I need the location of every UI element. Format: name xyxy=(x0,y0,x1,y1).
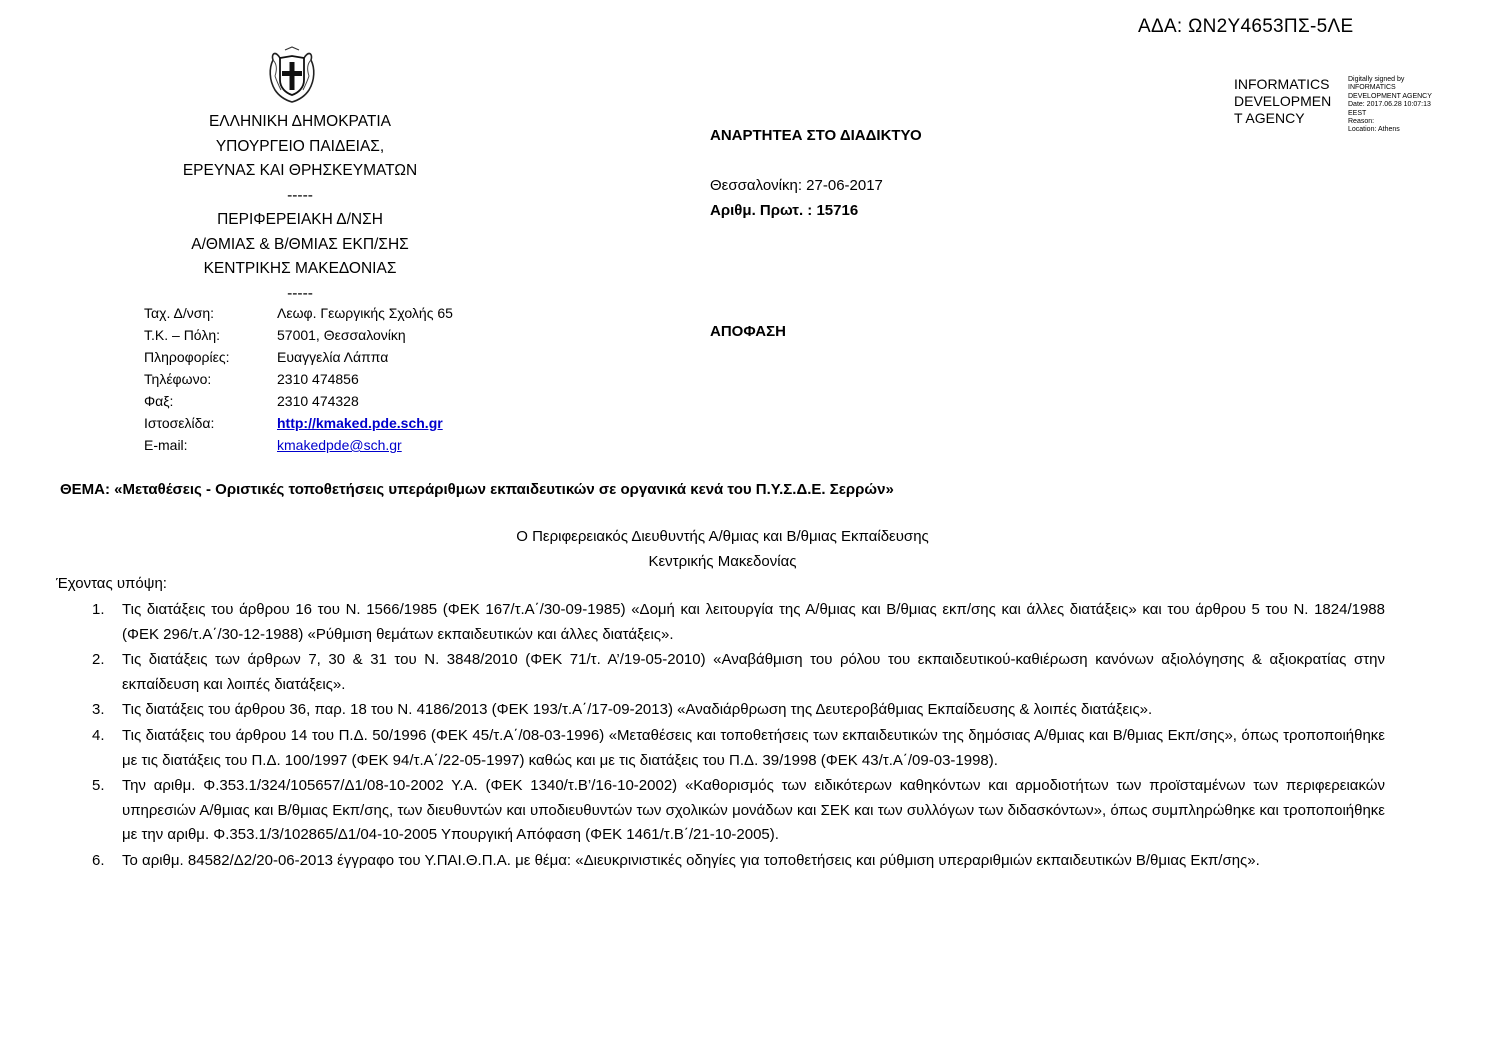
ministry-separator: ----- xyxy=(287,284,313,302)
list-item xyxy=(92,774,1385,848)
contact-value: Λεωφ. Γεωργικής Σχολής 65 xyxy=(277,305,453,321)
list-item-number: 3. xyxy=(92,701,105,719)
director-title: Ο Περιφερειακός Διευθυντής Α/θμιας και Β/θμιας Εκπαίδευσης xyxy=(516,528,929,545)
list-item xyxy=(92,724,1385,773)
signature-detail-line: Reason: xyxy=(1348,118,1375,126)
list-item-text: Τις διατάξεις των άρθρων 7, 30 & 31 του Ν. 3848/2010 (ΦΕΚ 71/τ. Α’/19-05-2010) «Αναβάθμιση του ρόλου του εκπαιδευτικού-καθιέρωση κανόνων αξιολόγησης & αξιοκρατίας στην εκπαίδευση και λοιπές διατάξεις». xyxy=(122,651,1385,693)
signature-name-line: DEVELOPMEN xyxy=(1234,93,1332,109)
contact-label: Τηλέφωνο: xyxy=(144,371,212,387)
signature-detail-line: Date: 2017.06.28 10:07:13 xyxy=(1348,101,1431,109)
signature-detail-line: Digitally signed by xyxy=(1348,76,1405,83)
list-item-text: Το αριθμ. 84582/Δ2/20-06-2013 έγγραφο του Υ.ΠΑΙ.Θ.Π.Α. με θέμα: «Διευκρινιστικές οδηγίες για τοποθετήσεις και ρύθμιση υπεραριθμιών εκπαιδευτικών Β/θμιας Εκπ/σης». xyxy=(122,851,1260,869)
contact-value: 2310 474856 xyxy=(277,371,359,387)
list-item-text: Την αριθμ. Φ.353.1/324/105657/Δ1/08-10-2002 Υ.Α. (ΦΕΚ 1340/τ.Β’/16-10-2002) «Καθορισμός των ειδικότερων καθηκόντων και αρμοδιοτήτων των προϊσταμένων των περιφερειακών υπηρεσιών Α/θμιας και Β/θμιας Εκπ/σης, των διευθυντών και υποδιευθυντών των σχολικών μονάδων και ΣΕΚ και των συλλόγων των διδασκόντων», όπως συμπληρώθηκε και τροποποιήθηκε με την αριθμ. Φ.353.1/3/102865/Δ1/04-10-2005 Υπουργική Απόφαση (ΦΕΚ 1461/τ.Β΄/21-10-2005). xyxy=(122,777,1385,844)
contact-label: Τ.Κ. – Πόλη: xyxy=(144,327,221,343)
list-item-text: Τις διατάξεις του άρθρου 36, παρ. 18 του Ν. 4186/2013 (ΦΕΚ 193/τ.Α΄/17-09-2013) «Αναδιάρθρωση της Δευτεροβάθμιας Εκπαίδευσης & λοιπές διατάξεις». xyxy=(122,701,1153,719)
ministry-line: ΥΠΟΥΡΓΕΙΟ ΠΑΙΔΕΙΑΣ, xyxy=(215,137,385,155)
contact-value: Ευαγγελία Λάππα xyxy=(277,349,389,365)
contact-value: 2310 474328 xyxy=(277,393,359,409)
ministry-line: Α/ΘΜΙΑΣ & Β/ΘΜΙΑΣ ΕΚΠ/ΣΗΣ xyxy=(191,235,409,253)
decision-heading: ΑΠΟΦΑΣΗ xyxy=(710,323,786,340)
contact-row-info xyxy=(144,346,564,368)
ministry-separator: ----- xyxy=(287,186,313,204)
greek-coat-of-arms-icon xyxy=(265,46,319,104)
contact-label: E-mail: xyxy=(144,437,188,453)
list-item-number: 4. xyxy=(92,726,105,744)
signature-name-line: T AGENCY xyxy=(1234,110,1305,126)
signature-details xyxy=(1348,76,1432,135)
contact-row-email xyxy=(144,434,564,456)
contact-label: Ταχ. Δ/νση: xyxy=(144,305,215,321)
signature-detail-line: DEVELOPMENT AGENCY xyxy=(1348,92,1432,100)
contact-value: 57001, Θεσσαλονίκη xyxy=(277,327,406,343)
ministry-line: ΕΛΛΗΝΙΚΗ ΔΗΜΟΚΡΑΤΙΑ xyxy=(208,113,392,130)
signature-detail-line: Location: Athens xyxy=(1348,126,1400,134)
list-item-number: 5. xyxy=(92,777,105,795)
ada-code: ΑΔΑ: ΩΝ2Υ4653ΠΣ-5ΛΕ xyxy=(1138,16,1354,37)
list-item xyxy=(92,849,1385,874)
ministry-line: ΠΕΡΙΦΕΡΕΙΑΚΗ Δ/ΝΣΗ xyxy=(217,211,383,228)
contact-row-postcode xyxy=(144,324,564,346)
contact-label: Φαξ: xyxy=(144,393,174,409)
protocol-number: Αριθμ. Πρωτ. : 15716 xyxy=(710,202,859,219)
post-online-notice: ΑΝΑΡΤΗΤΕΑ ΣΤΟ ΔΙΑΔΙΚΤΥΟ xyxy=(710,127,922,144)
list-item-number: 6. xyxy=(92,851,105,869)
ministry-header xyxy=(140,110,460,306)
contact-row-website xyxy=(144,412,564,434)
contact-row-address xyxy=(144,302,564,324)
ministry-line: ΕΡΕΥΝΑΣ ΚΑΙ ΘΡΗΣΚΕΥΜΑΤΩΝ xyxy=(182,162,418,179)
signature-name xyxy=(1234,76,1344,127)
considering-heading: Έχοντας υπόψη: xyxy=(56,575,167,592)
subject-line: ΘΕΜΑ: «Μεταθέσεις - Οριστικές τοποθετήσεις υπεράριθμων εκπαιδευτικών σε οργανικά κενά του Π.Υ.Σ.Δ.Ε. Σερρών» xyxy=(60,481,894,498)
director-region: Κεντρικής Μακεδονίας xyxy=(648,553,797,570)
list-item-text: Τις διατάξεις του άρθρου 14 του Π.Δ. 50/1996 (ΦΕΚ 45/τ.Α΄/08-03-1996) «Μεταθέσεις και τοποθετήσεις των εκπαιδευτικών της δημόσιας Α/θμιας και Β/θμιας Εκπ/σης», όπως τροποποιήθηκε με τις διατάξεις του Π.Δ. 100/1997 (ΦΕΚ 94/τ.Α΄/22-05-1997) καθώς και με τις διατάξεις του Π.Δ. 39/1998 (ΦΕΚ 43/τ.Α΄/09-03-1998). xyxy=(122,726,1385,769)
contact-label: Πληροφορίες: xyxy=(144,349,230,365)
contact-label: Ιστοσελίδα: xyxy=(144,415,215,431)
list-item xyxy=(92,698,1385,723)
website-link[interactable]: http://kmaked.pde.sch.gr xyxy=(277,415,443,431)
list-item-text: Τις διατάξεις του άρθρου 16 του Ν. 1566/1985 (ΦΕΚ 167/τ.Α΄/30-09-1985) «Δομή και λειτουργία της Α/θμιας και Β/θμιας εκπ/σης και άλλες διατάξεις» και του άρθρου 5 του Ν. 1824/1988 (ΦΕΚ 296/τ.Α΄/30-12-1988) «Ρύθμιση θεμάτων εκπαιδευτικών και άλλες διατάξεις». xyxy=(122,601,1385,643)
email-link[interactable]: kmakedpde@sch.gr xyxy=(277,437,402,453)
signature-detail-line: INFORMATICS xyxy=(1348,84,1396,92)
list-item xyxy=(92,648,1385,697)
ministry-line: ΚΕΝΤΡΙΚΗΣ ΜΑΚΕΔΟΝΙΑΣ xyxy=(203,260,397,277)
list-item xyxy=(92,598,1385,647)
contact-row-phone xyxy=(144,368,564,390)
list-item-number: 1. xyxy=(92,601,105,618)
signature-name-line: INFORMATICS xyxy=(1234,76,1330,92)
list-item-number: 2. xyxy=(92,651,105,669)
contact-row-fax xyxy=(144,390,564,412)
document-date: Θεσσαλονίκη: 27-06-2017 xyxy=(710,177,883,194)
legal-basis-list xyxy=(92,598,1385,875)
signature-detail-line: EEST xyxy=(1348,109,1367,117)
contact-info xyxy=(144,302,564,456)
